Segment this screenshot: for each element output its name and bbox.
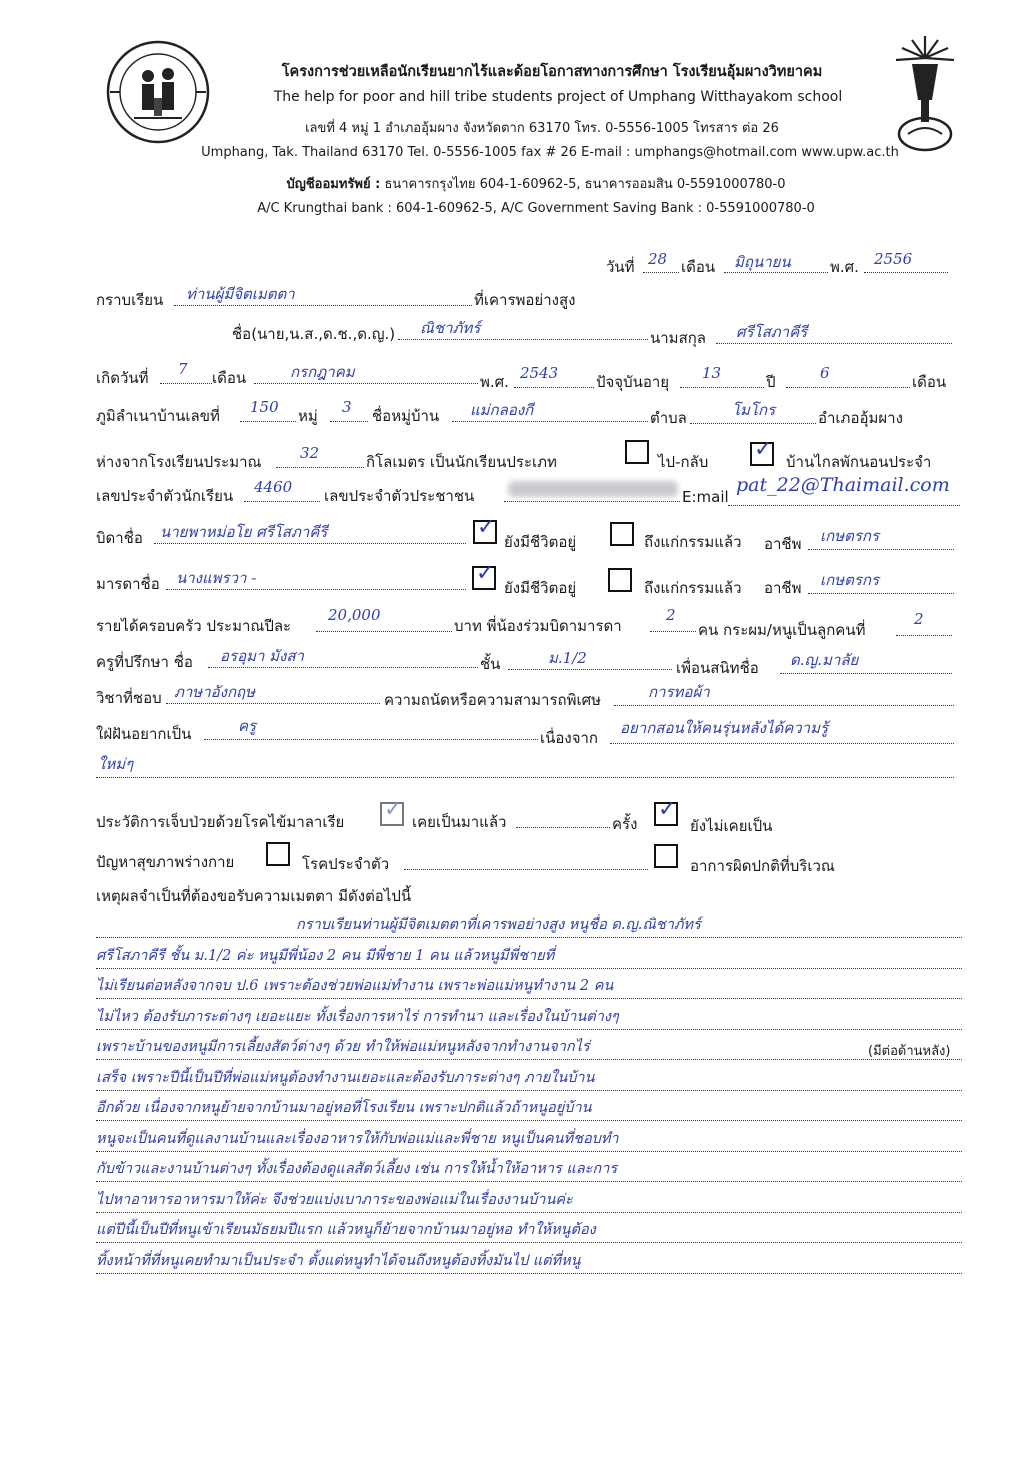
reason-line: กราบเรียนท่านผู้มีจิตเมตตาที่เคารพอย่างสูง หนูชื่อ ด.ญ.ณิชาภัทร์: [296, 917, 701, 933]
home-no-line: [240, 421, 296, 422]
distance-unit: กิโลเมตร เป็นนักเรียนประเภท: [366, 453, 557, 471]
father-deceased-label: ถึงแก่กรรมแล้ว: [644, 533, 742, 551]
check-mark-icon: ✓: [476, 561, 495, 586]
age-months-line: [786, 387, 910, 388]
salutation-label: กราบเรียน: [96, 291, 164, 309]
malaria-label: ประวัติการเจ็บป่วยด้วยโรคไข้มาลาเรีย: [96, 813, 345, 831]
project-title-english: The help for poor and hill tribe students project of Umphang Witthayakom school: [273, 89, 843, 105]
reason-line-rule: [96, 998, 962, 999]
income-line: [316, 631, 452, 632]
because-value: อยากสอนให้คนรุ่นหลังได้ความรู้: [620, 719, 829, 737]
check-mark-icon: ✓: [754, 437, 773, 462]
age-years-line: [680, 387, 764, 388]
reason-line-rule: [96, 968, 962, 969]
abnormal-checkbox[interactable]: [654, 844, 678, 868]
village-label: ชื่อหมู่บ้าน: [372, 407, 440, 425]
malaria-had-checkbox[interactable]: [380, 797, 404, 826]
age-label: ปัจจุบันอายุ: [596, 373, 670, 391]
bank-accounts-english: A/C Krungthai bank : 604-1-60962-5, A/C Government Saving Bank : 0-5591000780-0: [257, 201, 815, 216]
talent-value: การทอผ้า: [648, 683, 710, 701]
friend-label: เพื่อนสนิทชื่อ: [676, 659, 759, 677]
student-id-line: [244, 501, 320, 502]
siblings-value: 2: [666, 606, 676, 624]
income-label: รายได้ครอบครัว ประมาณปีละ: [96, 617, 292, 635]
reason-line-rule: [96, 937, 962, 938]
bank-label: บัญชีออมทรัพย์ :: [286, 177, 381, 192]
reason-line-rule: [96, 1029, 962, 1030]
father-occupation-value: เกษตรกร: [820, 527, 880, 545]
reason-line: ไม่เรียนต่อหลังจากจบ ป.6 เพราะต้องช่วยพ่อแม่ทำงาน เพราะพ่อแม่หนูทำงาน 2 คน: [96, 978, 614, 994]
reason-line: กับข้าวและงานบ้านต่างๆ ทั้งเรื่องต้องดูแลสัตว์เลี้ยง เช่น การให้น้ำให้อาหาร และการ: [96, 1161, 618, 1177]
reason-line-rule: [96, 1151, 962, 1152]
surname-value: ศรีโสภาคีรี: [736, 323, 808, 341]
fav-subject-value: ภาษาอังกฤษ: [174, 683, 256, 701]
type-boarding-checkbox[interactable]: [750, 437, 774, 466]
father-value: นายพาหม่อโย ศรีโสภาคีรี: [160, 523, 328, 541]
reason-line-rule: [96, 1120, 962, 1121]
mother-value: นางแพรวา -: [176, 569, 257, 587]
father-occupation-label: อาชีพ: [764, 535, 802, 553]
reason-line: ไม่ไหว ต้องรับภาระต่างๆ เยอะแยะ ทั้งเรื่องการหาไร่ การทำนา และเรื่องในบ้านต่างๆ: [96, 1009, 619, 1025]
email-label: E:mail: [682, 488, 729, 506]
age-years-value: 13: [702, 364, 722, 382]
reason-line-rule: [96, 1242, 962, 1243]
income-value: 20,000: [328, 606, 381, 624]
siblings-label: บาท พี่น้องร่วมบิดามารดา: [454, 617, 622, 635]
father-alive-checkbox[interactable]: [473, 515, 497, 544]
date-month-label: เดือน: [681, 258, 716, 276]
village-value: แม่กลองกี: [470, 401, 534, 419]
mother-label: มารดาชื่อ: [96, 575, 160, 593]
reason-line-rule: [96, 1181, 962, 1182]
reason-line: หนูจะเป็นคนที่ดูแลงานบ้านและเรื่องอาหารให้กับพ่อแม่และพี่ชาย หนูเป็นคนที่ชอบทำ: [96, 1131, 619, 1147]
moo-value: 3: [342, 398, 352, 416]
dream-line: [204, 739, 538, 740]
because-line-2: [96, 777, 954, 778]
birth-day-line: [160, 383, 212, 384]
friend-value: ด.ญ.มาลัย: [790, 651, 859, 669]
date-day-value: 28: [648, 250, 668, 268]
age-years-unit: ปี: [766, 373, 776, 391]
talent-label: ความถนัดหรือความสามารถพิเศษ: [384, 691, 602, 709]
check-mark-icon: ✓: [384, 797, 403, 822]
advisor-value: อรอุมา มังสา: [220, 647, 304, 665]
advisor-label: ครูที่ปรึกษา ชื่อ: [96, 653, 193, 671]
distance-line: [276, 467, 364, 468]
surname-label: นามสกุล: [650, 329, 706, 347]
father-deceased-checkbox[interactable]: [610, 522, 634, 546]
malaria-had-label: เคยเป็นมาแล้ว: [412, 813, 507, 831]
date-year-line: [864, 272, 948, 273]
child-order-line: [896, 635, 952, 636]
reason-line-rule: [96, 1273, 962, 1274]
child-order-value: 2: [914, 610, 924, 628]
health-label: ปัญหาสุขภาพร่างกาย: [96, 853, 235, 871]
chronic-checkbox[interactable]: [266, 842, 290, 866]
birth-day-value: 7: [178, 360, 188, 378]
email-value: pat_22@Thaimail.com: [736, 474, 950, 496]
malaria-never-checkbox[interactable]: [654, 797, 678, 826]
father-occupation-line: [808, 549, 954, 550]
malaria-times-line: [516, 827, 610, 828]
date-month-value: มิถุนายน: [734, 253, 791, 271]
because-value-cont: ใหม่ๆ: [98, 755, 134, 773]
reason-line: อีกด้วย เนื่องจากหนูย้ายจากบ้านมาอยู่หอที่โรงเรียน เพราะปกติแล้วถ้าหนูอยู่บ้าน: [96, 1100, 592, 1116]
reason-label: เหตุผลจำเป็นที่ต้องขอรับความเมตตา มีดังต่อไปนี้: [96, 887, 412, 905]
amphoe-label: อำเภออุ้มผาง: [818, 409, 903, 427]
birth-year-value: 2543: [520, 364, 559, 382]
mother-deceased-checkbox[interactable]: [608, 568, 632, 592]
child-order-label: คน กระผม/หนูเป็นลูกคนที่: [698, 621, 866, 639]
address-english: Umphang, Tak. Thailand 63170 Tel. 0-5556-1005 fax # 26 E-mail : umphangs@hotmail.com www.upw.ac.th: [201, 145, 899, 160]
mother-alive-label: ยังมีชีวิตอยู่: [504, 579, 577, 597]
fav-subject-label: วิชาที่ชอบ: [96, 689, 162, 707]
redacted-citizen-id: [508, 481, 678, 497]
because-line: [610, 743, 954, 744]
class-label: ชั้น: [480, 655, 501, 673]
name-value: ณิชาภัทร์: [420, 319, 481, 337]
reason-line: เพราะบ้านของหนูมีการเลี้ยงสัตว์ต่างๆ ด้วย ทำให้พ่อแม่หนูหลังจากทำงานจากไร่: [96, 1039, 590, 1055]
tambon-label: ตำบล: [650, 409, 687, 427]
reason-line: ไปหาอาหารอาหารมาให้ค่ะ จึงช่วยแบ่งเบาภาระของพ่อแม่ในเรื่องงานบ้านค่ะ: [96, 1192, 573, 1208]
date-year-value: 2556: [874, 250, 913, 268]
class-value: ม.1/2: [548, 649, 587, 667]
mother-occupation-label: อาชีพ: [764, 579, 802, 597]
siblings-line: [650, 631, 696, 632]
student-id-value: 4460: [254, 478, 293, 496]
tambon-value: โมโกร: [732, 401, 776, 419]
birth-month-label: เดือน: [212, 369, 247, 387]
check-mark-icon: ✓: [477, 515, 496, 540]
address-thai: เลขที่ 4 หมู่ 1 อำเภออุ้มผาง จังหวัดตาก 63170 โทร. 0-5556-1005 โทรสาร ต่อ 26: [305, 121, 779, 136]
salutation-suffix: ที่เคารพอย่างสูง: [474, 291, 576, 309]
tambon-line: [690, 423, 816, 424]
home-no-value: 150: [250, 398, 279, 416]
age-months-unit: เดือน: [912, 373, 947, 391]
reason-line: เสร็จ เพราะปีนี้เป็นปีที่พ่อแม่หนูต้องทำงานเยอะและต้องรับภาระต่างๆ ภายในบ้าน: [96, 1070, 595, 1086]
talent-line: [614, 705, 954, 706]
class-line: [508, 669, 672, 670]
email-line: [728, 505, 960, 506]
student-id-label: เลขประจำตัวนักเรียน: [96, 487, 234, 505]
mother-occupation-value: เกษตรกร: [820, 571, 880, 589]
reason-line-rule: [96, 1059, 962, 1060]
distance-value: 32: [300, 444, 320, 462]
because-label: เนื่องจาก: [540, 729, 599, 747]
distance-label: ห่างจากโรงเรียนประมาณ: [96, 453, 262, 471]
abnormal-label: อาการผิดปกติที่บริเวณ: [690, 857, 835, 875]
reason-line-rule: [96, 1090, 962, 1091]
birth-month-value: กรกฎาคม: [290, 363, 355, 381]
date-day-label: วันที่: [606, 258, 635, 276]
reason-line: ทิ้งหน้าที่ที่หนูเคยทำมาเป็นประจำ ตั้งแต่หนูทำได้จนถึงหนูต้องทิ้งมันไป แต่ที่หนู: [96, 1253, 581, 1269]
continued-note: (มีต่อด้านหลัง): [868, 1044, 951, 1059]
age-months-value: 6: [820, 364, 830, 382]
bank-accounts-thai: [0, 173, 1024, 194]
mother-alive-checkbox[interactable]: [472, 561, 496, 590]
father-alive-label: ยังมีชีวิตอยู่: [504, 533, 577, 551]
reason-line: แต่ปีนี้เป็นปีที่หนูเข้าเรียนมัธยมปีแรก แล้วหนูก็ย้ายจากบ้านมาอยู่หอ ทำให้หนูต้อง: [96, 1222, 596, 1238]
father-label: บิดาชื่อ: [96, 529, 143, 547]
reason-line: ศรีโสภาคีรี ชั้น ม.1/2 ค่ะ หนูมีพี่น้อง 2 คน มีพี่ชาย 1 คน แล้วหนูมีพี่ชายที่: [96, 948, 555, 964]
birth-year-label: พ.ศ.: [480, 373, 509, 391]
type-daily-checkbox[interactable]: [625, 440, 649, 464]
birth-year-line: [514, 387, 594, 388]
malaria-times-label: ครั้ง: [612, 815, 638, 833]
name-label: ชื่อ(นาย,น.ส.,ด.ช.,ด.ญ.): [232, 325, 396, 343]
chronic-label: โรคประจำตัว: [302, 855, 390, 873]
moo-line: [330, 421, 368, 422]
moo-label: หมู่: [298, 407, 318, 425]
birth-day-label: เกิดวันที่: [96, 369, 149, 387]
salutation-value: ท่านผู้มีจิตเมตตา: [186, 285, 295, 303]
mother-occupation-line: [808, 593, 954, 594]
reason-line-rule: [96, 1212, 962, 1213]
bank-details-thai: ธนาคารกรุงไทย 604-1-60962-5, ธนาคารออมสิน 0-5591000780-0: [384, 177, 786, 192]
birth-month-line: [254, 383, 478, 384]
type-daily-label: ไป-กลับ: [658, 453, 709, 471]
dream-label: ใฝ่ฝันอยากเป็น: [96, 725, 192, 743]
check-mark-icon: ✓: [658, 797, 677, 822]
date-day-line: [643, 272, 679, 273]
date-year-label: พ.ศ.: [830, 258, 859, 276]
dream-value: ครู: [238, 717, 257, 735]
chronic-line: [404, 869, 648, 870]
citizen-id-line: [504, 501, 680, 502]
mother-deceased-label: ถึงแก่กรรมแล้ว: [644, 579, 742, 597]
type-boarding-label: บ้านไกลพักนอนประจำ: [786, 453, 932, 471]
home-no-label: ภูมิลำเนาบ้านเลขที่: [96, 407, 220, 425]
project-title-thai: โครงการช่วยเหลือนักเรียนยากไร้และด้อยโอกาสทางการศึกษา โรงเรียนอุ้มผางวิทยาคม: [281, 64, 823, 80]
friend-line: [780, 673, 952, 674]
citizen-id-label: เลขประจำตัวประชาชน: [324, 487, 475, 505]
malaria-never-label: ยังไม่เคยเป็น: [690, 817, 773, 835]
